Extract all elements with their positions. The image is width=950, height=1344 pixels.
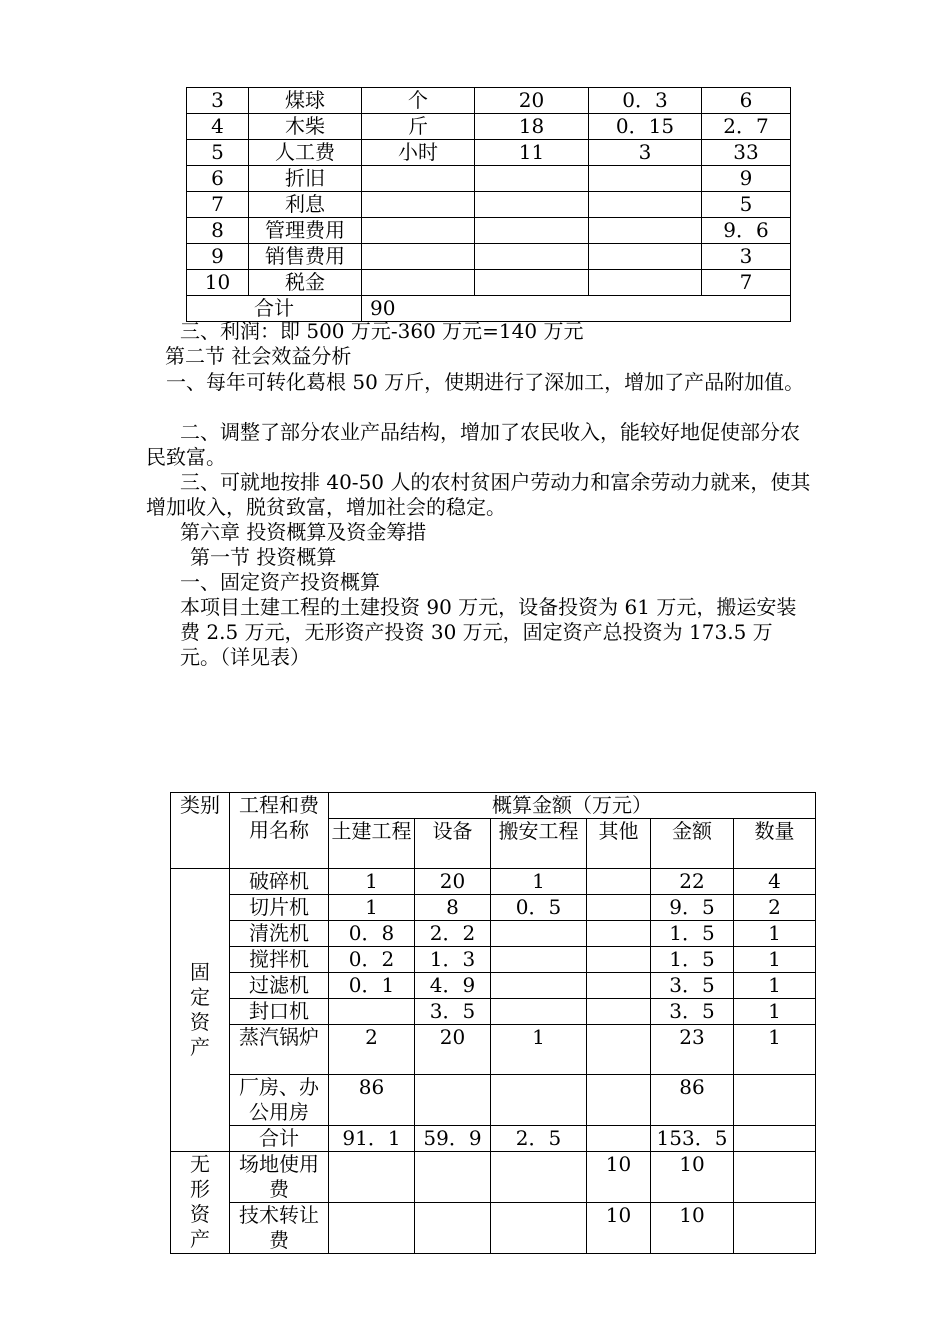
header-civil: 土建工程 [329,819,415,869]
table-row [171,999,816,1025]
total-label: 合计 [187,296,362,322]
investment-table [170,792,816,1254]
install-cell: 1 [491,1025,587,1075]
equipment-cell [415,1075,491,1126]
equipment-cell: 8 [415,895,491,921]
table-row [171,1152,816,1203]
row-number-cell: 9 [187,244,249,270]
unit-cell [362,166,475,192]
unit-price-cell: 0．3 [589,88,702,114]
header-equipment: 设备 [415,819,491,869]
unit-price-cell [589,166,702,192]
equipment-cell: 3．5 [415,999,491,1025]
amount-cell: 9．5 [651,895,734,921]
item-name-cell: 折旧 [249,166,362,192]
item-name-cell: 销售费用 [249,244,362,270]
quantity-cell [734,1126,816,1152]
amount-cell: 153．5 [651,1126,734,1152]
quantity-cell: 20 [475,88,589,114]
install-cell: 1 [491,869,587,895]
item-name-cell: 管理费用 [249,218,362,244]
civil-cell: 86 [329,1075,415,1126]
row-number-cell: 10 [187,270,249,296]
table-row [171,947,816,973]
civil-cell: 91．1 [329,1126,415,1152]
other-cell: 10 [587,1152,651,1203]
category-intangible-assets: 无形资产 [171,1152,230,1254]
cost-table [186,87,791,322]
amount-cell: 10 [651,1152,734,1203]
benefit-1: 一、每年可转化葛根 50 万斤，使期进行了深加工，增加了产品附加值。 [166,370,805,394]
header-install: 搬安工程 [491,819,587,869]
amount-cell: 5 [702,192,791,218]
benefit-3: 三、可就地按排 40-50 人的农村贫困户劳动力和富余劳动力就来，使其增加收入，脱贫致富，增加社会的稳定。 [146,470,811,519]
fixed-assets-heading: 一、固定资产投资概算 [180,570,380,594]
other-cell [587,895,651,921]
amount-cell: 1．5 [651,947,734,973]
equipment-cell: 20 [415,1025,491,1075]
civil-cell: 0．8 [329,921,415,947]
item-name-cell: 技术转让费 [230,1203,329,1254]
amount-cell: 2．7 [702,114,791,140]
table-row [187,166,791,192]
unit-price-cell [589,270,702,296]
other-cell [587,869,651,895]
amount-cell: 3．5 [651,973,734,999]
unit-price-cell: 0．15 [589,114,702,140]
unit-price-cell [589,244,702,270]
quantity-cell [475,192,589,218]
other-cell [587,1025,651,1075]
other-cell: 10 [587,1203,651,1254]
table-row [171,1203,816,1254]
unit-price-cell [589,192,702,218]
item-name-cell: 切片机 [230,895,329,921]
amount-cell: 22 [651,869,734,895]
item-name-cell: 人工费 [249,140,362,166]
item-name-cell: 过滤机 [230,973,329,999]
table-row [187,88,791,114]
row-number-cell: 3 [187,88,249,114]
header-item-name: 工程和费用名称 [230,793,329,869]
unit-cell: 个 [362,88,475,114]
civil-cell [329,1203,415,1254]
install-cell [491,1075,587,1126]
civil-cell: 0．2 [329,947,415,973]
other-cell [587,999,651,1025]
amount-cell: 3．5 [651,999,734,1025]
item-name-cell: 封口机 [230,999,329,1025]
install-cell [491,1203,587,1254]
civil-cell [329,1152,415,1203]
amount-cell: 9 [702,166,791,192]
equipment-cell [415,1203,491,1254]
table-row [171,973,816,999]
item-name-cell: 厂房、办公用房 [230,1075,329,1126]
install-cell [491,999,587,1025]
install-cell [491,973,587,999]
quantity-cell: 1 [734,999,816,1025]
item-name-cell: 合计 [230,1126,329,1152]
install-cell: 0．5 [491,895,587,921]
unit-cell [362,192,475,218]
other-cell [587,947,651,973]
item-name-cell: 搅拌机 [230,947,329,973]
amount-cell: 33 [702,140,791,166]
quantity-cell [475,166,589,192]
table-row [171,1025,816,1075]
table-row [187,218,791,244]
table-row [171,1126,816,1152]
amount-cell: 6 [702,88,791,114]
chapter6-title: 第六章 投资概算及资金筹措 [180,520,427,544]
quantity-cell: 1 [734,947,816,973]
civil-cell: 0．1 [329,973,415,999]
table-row [171,869,816,895]
table-row [171,1075,816,1126]
unit-cell: 斤 [362,114,475,140]
header-category: 类别 [171,793,230,869]
item-name-cell: 利息 [249,192,362,218]
equipment-cell: 59．9 [415,1126,491,1152]
amount-cell: 23 [651,1025,734,1075]
benefit-2: 二、调整了部分农业产品结构，增加了农民收入，能较好地促使部分农民致富。 [146,420,800,469]
row-number-cell: 7 [187,192,249,218]
total-row [187,296,791,322]
quantity-cell: 11 [475,140,589,166]
equipment-cell: 4．9 [415,973,491,999]
category-fixed-assets: 固定资产 [171,869,230,1152]
quantity-cell [475,270,589,296]
quantity-cell [475,244,589,270]
quantity-cell: 4 [734,869,816,895]
equipment-cell: 20 [415,869,491,895]
header-amount-group: 概算金额（万元） [329,793,816,819]
total-value: 90 [362,296,791,322]
civil-cell: 2 [329,1025,415,1075]
table-row [187,114,791,140]
civil-cell [329,999,415,1025]
civil-cell: 1 [329,869,415,895]
quantity-cell [734,1075,816,1126]
amount-cell: 1．5 [651,921,734,947]
profit-line: 三、利润：即 500 万元-360 万元=140 万元 [180,319,584,343]
quantity-cell: 1 [734,921,816,947]
other-cell [587,921,651,947]
row-number-cell: 6 [187,166,249,192]
civil-cell: 1 [329,895,415,921]
table-row [187,270,791,296]
quantity-cell: 2 [734,895,816,921]
unit-cell [362,270,475,296]
quantity-cell [734,1152,816,1203]
item-name-cell: 破碎机 [230,869,329,895]
install-cell [491,921,587,947]
install-cell: 2．5 [491,1126,587,1152]
other-cell [587,1126,651,1152]
amount-cell: 7 [702,270,791,296]
unit-cell: 小时 [362,140,475,166]
section1-title: 第一节 投资概算 [190,545,337,569]
other-cell [587,973,651,999]
header-amount: 金额 [651,819,734,869]
table-row [187,140,791,166]
table-row [187,244,791,270]
table-row [187,192,791,218]
table-row [171,921,816,947]
row-number-cell: 8 [187,218,249,244]
equipment-cell: 1．3 [415,947,491,973]
install-cell [491,947,587,973]
amount-cell: 10 [651,1203,734,1254]
item-name-cell: 税金 [249,270,362,296]
item-name-cell: 场地使用费 [230,1152,329,1203]
unit-price-cell: 3 [589,140,702,166]
quantity-cell: 18 [475,114,589,140]
section2-title: 第二节 社会效益分析 [165,344,352,368]
item-name-cell: 清洗机 [230,921,329,947]
other-cell [587,1075,651,1126]
quantity-cell: 1 [734,1025,816,1075]
table-row [171,895,816,921]
item-name-cell: 木柴 [249,114,362,140]
row-number-cell: 5 [187,140,249,166]
equipment-cell [415,1152,491,1203]
amount-cell: 86 [651,1075,734,1126]
header-quantity: 数量 [734,819,816,869]
item-name-cell: 煤球 [249,88,362,114]
equipment-cell: 2．2 [415,921,491,947]
quantity-cell [475,218,589,244]
fixed-assets-paragraph: 本项目土建工程的土建投资 90 万元，设备投资为 61 万元，搬运安装费 2.5 万元，无形资产投资 30 万元，固定资产总投资为 173.5 万元。（详见表） [180,595,797,669]
install-cell [491,1152,587,1203]
amount-cell: 9．6 [702,218,791,244]
quantity-cell: 1 [734,973,816,999]
quantity-cell [734,1203,816,1254]
unit-cell [362,218,475,244]
unit-price-cell [589,218,702,244]
item-name-cell: 蒸汽锅炉 [230,1025,329,1075]
header-other: 其他 [587,819,651,869]
unit-cell [362,244,475,270]
amount-cell: 3 [702,244,791,270]
row-number-cell: 4 [187,114,249,140]
